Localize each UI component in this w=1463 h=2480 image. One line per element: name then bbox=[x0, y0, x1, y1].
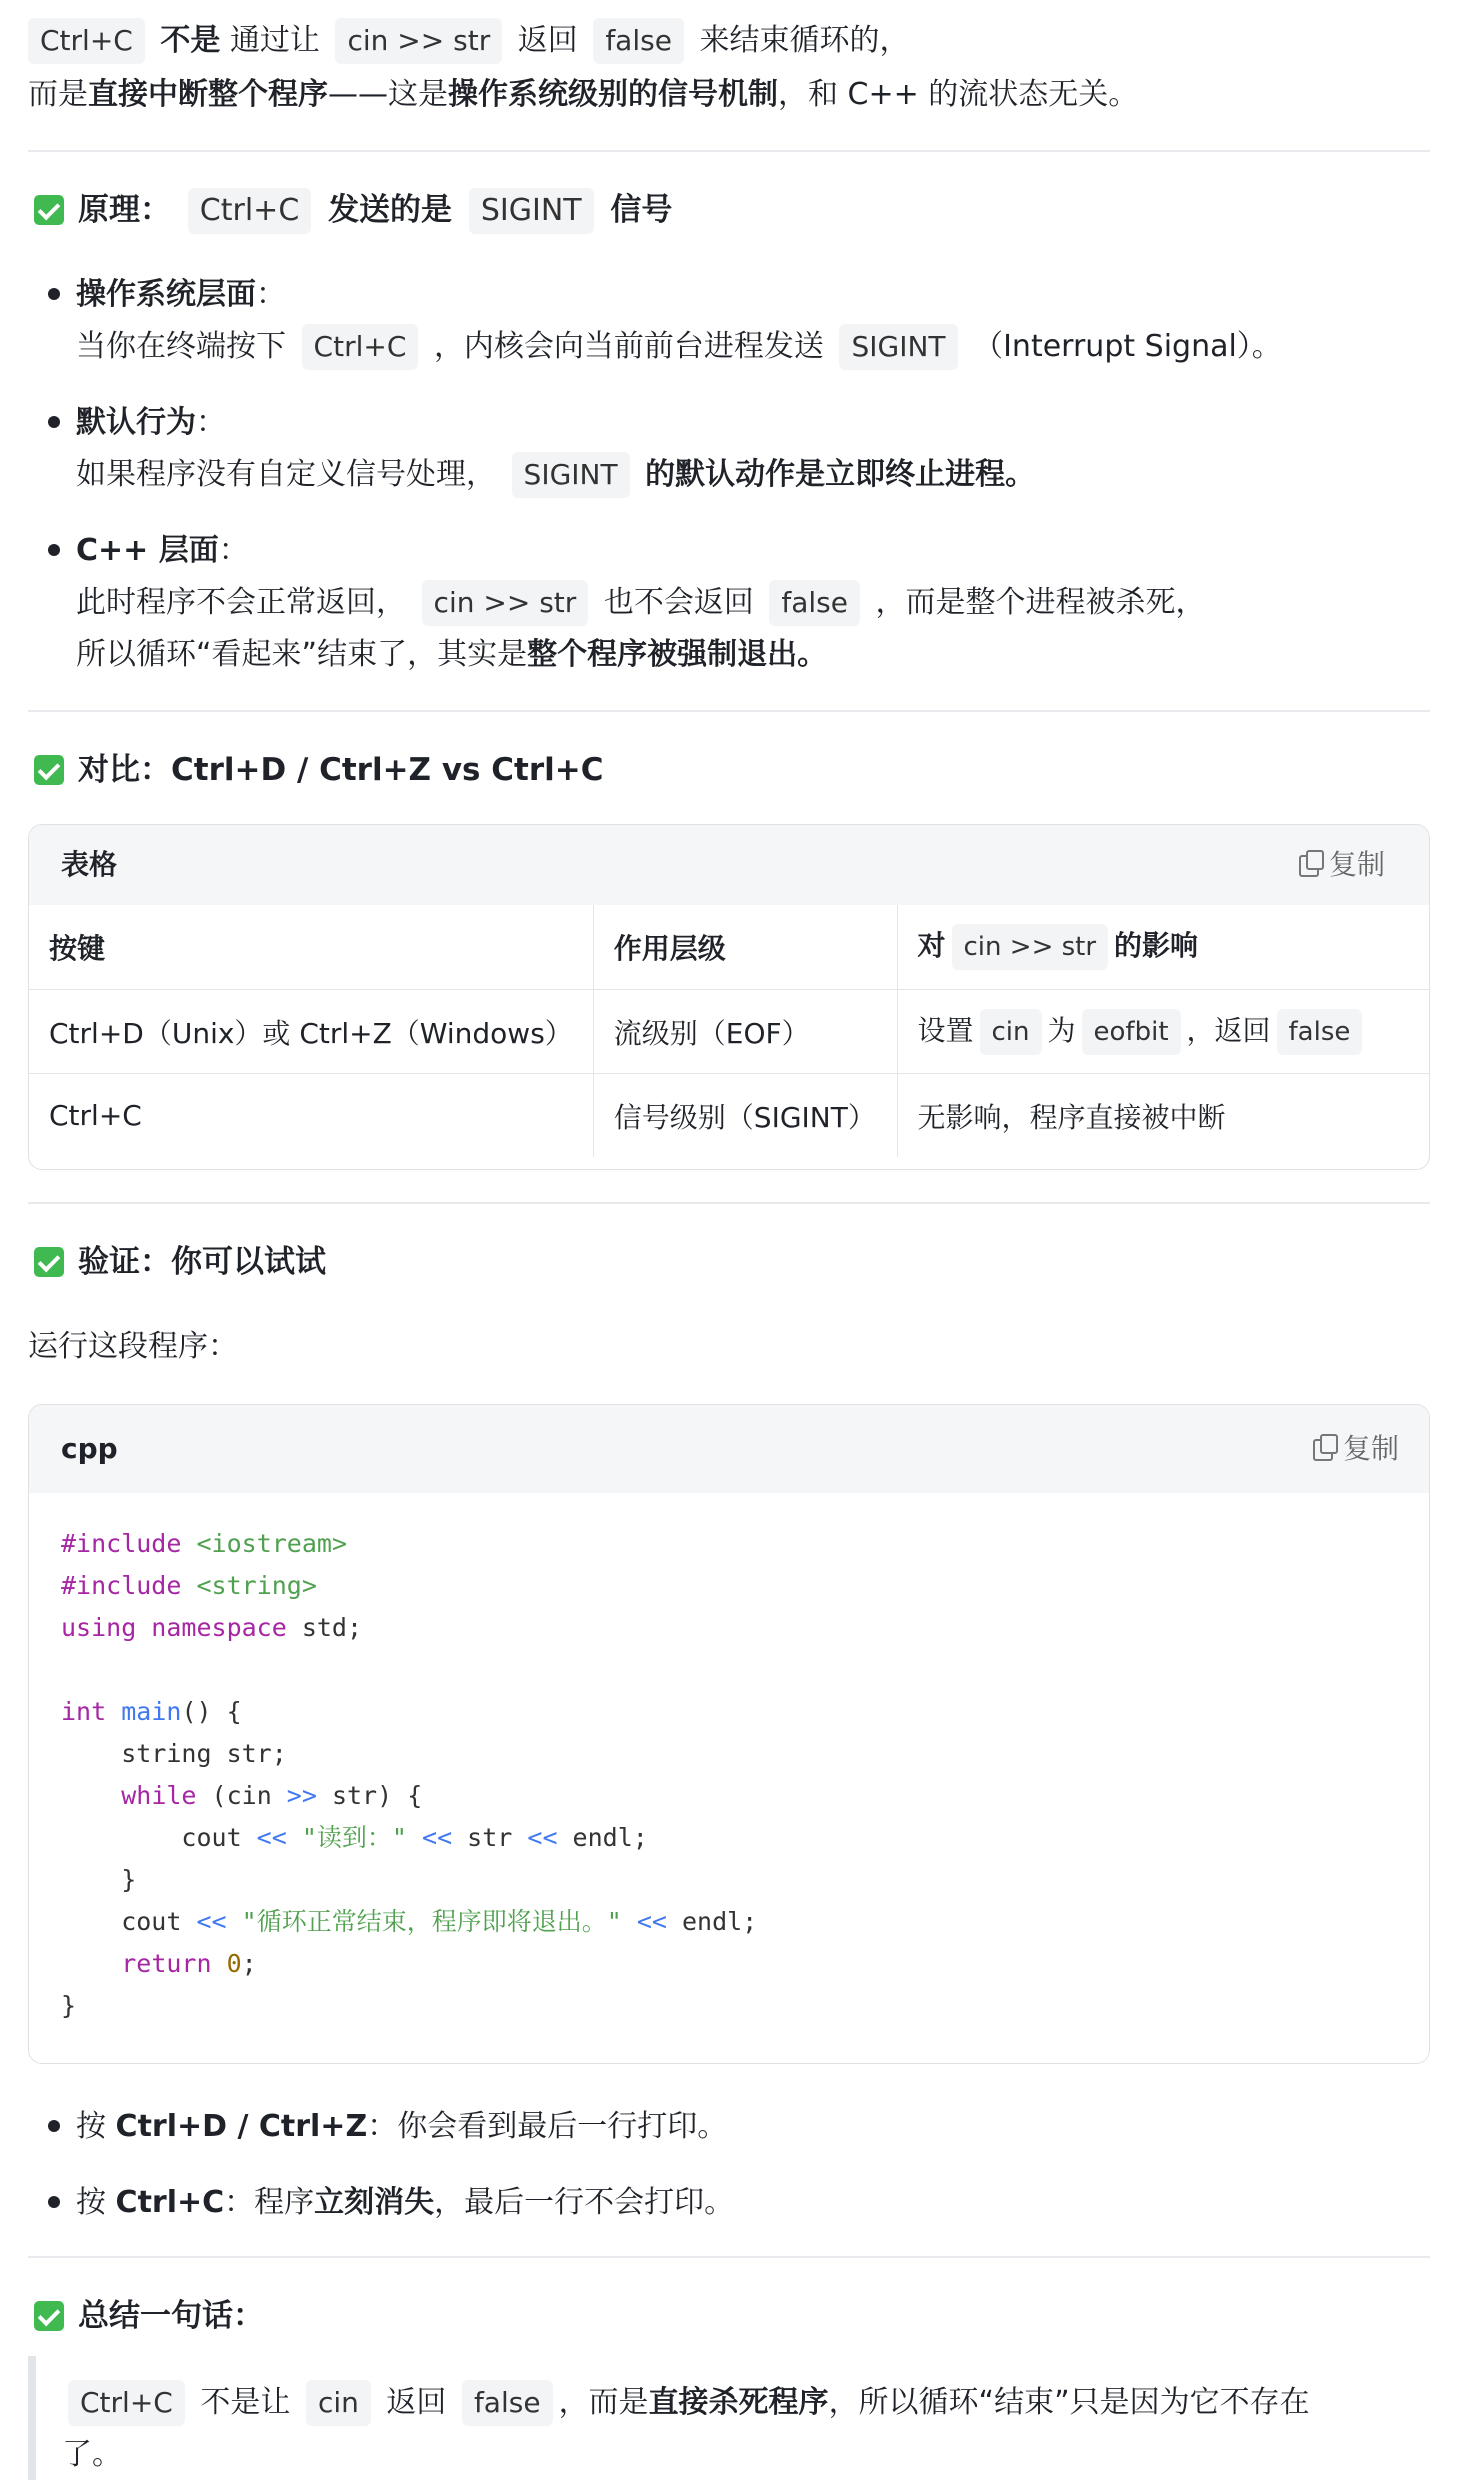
code-token: std; bbox=[286, 1613, 363, 1642]
text: ： bbox=[218, 533, 249, 568]
table-row bbox=[29, 1074, 1429, 1158]
column-header: 按键 bbox=[29, 905, 593, 990]
code-token: << bbox=[527, 1823, 558, 1852]
inline-code: Ctrl+C bbox=[188, 188, 311, 234]
bullet-dot bbox=[48, 2120, 60, 2132]
heading-text: 原理： bbox=[78, 192, 171, 228]
text: （Interrupt Signal）。 bbox=[973, 329, 1282, 364]
inline-code: cin bbox=[980, 1009, 1042, 1055]
code-token: () { bbox=[181, 1697, 242, 1726]
copy-icon bbox=[1299, 855, 1319, 877]
text: 对 bbox=[917, 929, 946, 962]
check-icon bbox=[34, 1247, 64, 1277]
bullet-dot bbox=[48, 416, 60, 428]
inline-code: Ctrl+C bbox=[302, 324, 419, 370]
heading-text: 信号 bbox=[610, 192, 673, 228]
check-icon bbox=[34, 195, 64, 225]
bold-text: 操作系统层面 bbox=[76, 277, 256, 312]
code-language: cpp bbox=[61, 1432, 118, 1465]
code-token: endl; bbox=[557, 1823, 648, 1852]
bullet-item bbox=[76, 2178, 734, 2228]
bold-text: Ctrl+C bbox=[115, 2185, 225, 2220]
text: ——这是 bbox=[328, 77, 448, 112]
bullet-body bbox=[76, 578, 1206, 628]
inline-code: cin >> str bbox=[422, 580, 589, 626]
code-token: int bbox=[61, 1697, 107, 1726]
bold-text: 直接中断整个程序 bbox=[88, 77, 328, 112]
code-token: <string> bbox=[196, 1571, 317, 1600]
copy-icon bbox=[1313, 1439, 1333, 1461]
paragraph: 运行这段程序： bbox=[28, 1329, 238, 1364]
table-header-bar bbox=[29, 825, 1429, 905]
table-cell: 无影响，程序直接被中断 bbox=[917, 1100, 1226, 1134]
text: 而是 bbox=[28, 77, 88, 112]
bold-text: 整个程序被强制退出。 bbox=[527, 637, 828, 672]
code-content bbox=[61, 1523, 757, 2027]
code-token: #include bbox=[61, 1529, 182, 1558]
heading-text: 对比：Ctrl+D / Ctrl+Z vs Ctrl+C bbox=[78, 752, 604, 788]
bold-text: Ctrl+D / Ctrl+Z bbox=[115, 2109, 368, 2144]
blockquote-bar bbox=[28, 2356, 36, 2480]
text: ：程序 bbox=[224, 2185, 315, 2220]
text: 来结束循环的， bbox=[699, 23, 910, 58]
inline-code: Ctrl+C bbox=[28, 18, 145, 64]
code-token: } bbox=[61, 1865, 137, 1894]
inline-code: Ctrl+C bbox=[68, 2380, 185, 2426]
check-icon bbox=[34, 2301, 64, 2331]
text: 按 bbox=[76, 2109, 116, 2144]
code-token: <iostream> bbox=[196, 1529, 347, 1558]
text: 如果程序没有自定义信号处理， bbox=[76, 457, 496, 492]
copy-label: 复制 bbox=[1328, 848, 1385, 881]
intro-line-1 bbox=[28, 16, 909, 66]
code-token: cout bbox=[61, 1907, 197, 1936]
code-token: main bbox=[121, 1697, 182, 1726]
code-token: (cin bbox=[196, 1781, 287, 1810]
bullet-title bbox=[76, 398, 226, 448]
text: 的影响 bbox=[1114, 929, 1199, 962]
bold-text: 的默认动作是立即终止进程。 bbox=[645, 457, 1036, 492]
inline-code: false bbox=[462, 2380, 553, 2426]
inline-code: SIGINT bbox=[839, 324, 957, 370]
code-token: while bbox=[121, 1781, 197, 1810]
code-token: using namespace bbox=[61, 1613, 287, 1642]
bold-text: 立刻消失 bbox=[314, 2185, 435, 2220]
bold-text: 默认行为 bbox=[76, 405, 196, 440]
text: 不是让 bbox=[200, 2385, 291, 2420]
heading-text: 发送的是 bbox=[328, 192, 453, 228]
code-token: "读到：" bbox=[301, 1823, 407, 1852]
table-row bbox=[29, 990, 1429, 1074]
copy-label: 复制 bbox=[1342, 1432, 1399, 1465]
text: 也不会返回 bbox=[603, 585, 754, 620]
bullet-title bbox=[76, 270, 286, 320]
inline-code: cin >> str bbox=[952, 924, 1109, 970]
text: ，返回 bbox=[1186, 1013, 1271, 1047]
text: ，所以循环“结束”只是因为它不存在 bbox=[828, 2385, 1310, 2420]
text: 通过让 bbox=[229, 23, 320, 58]
code-header-bar bbox=[29, 1405, 1429, 1493]
text: 返回 bbox=[517, 23, 578, 58]
inline-code: false bbox=[769, 580, 860, 626]
bold-text: 操作系统级别的信号机制 bbox=[448, 77, 778, 112]
code-token: << bbox=[196, 1907, 227, 1936]
code-token: cout bbox=[61, 1823, 257, 1852]
section-heading-verify bbox=[34, 1236, 326, 1288]
bold-text: C++ 层面 bbox=[76, 533, 219, 568]
code-token: << bbox=[636, 1907, 667, 1936]
text: ，而是整个进程被杀死， bbox=[875, 585, 1206, 620]
code-token: string str; bbox=[61, 1739, 287, 1768]
divider bbox=[28, 1202, 1430, 1204]
bullet-title bbox=[76, 526, 249, 576]
table-cell: Ctrl+C bbox=[29, 1074, 593, 1158]
text: ，和 C++ 的流状态无关。 bbox=[778, 77, 1139, 112]
section-heading-principle bbox=[34, 184, 672, 236]
code-token: << bbox=[422, 1823, 453, 1852]
code-token: 0 bbox=[226, 1949, 242, 1978]
code-token: endl; bbox=[666, 1907, 758, 1936]
inline-code: eofbit bbox=[1082, 1009, 1181, 1055]
bullet-body bbox=[76, 630, 827, 680]
inline-code: false bbox=[1277, 1009, 1363, 1055]
table-cell: 流级别（EOF） bbox=[593, 990, 897, 1074]
bold-text: 直接杀死程序 bbox=[648, 2385, 829, 2420]
inline-code: SIGINT bbox=[469, 188, 594, 234]
blockquote-line bbox=[62, 2430, 122, 2480]
bullet-item bbox=[76, 2102, 727, 2152]
table-cell: Ctrl+D（Unix）或 Ctrl+Z（Windows） bbox=[29, 990, 593, 1074]
table-header-row bbox=[29, 905, 1429, 990]
bullet-body bbox=[76, 450, 1035, 500]
table-cell bbox=[897, 990, 1429, 1074]
column-header: 作用层级 bbox=[593, 905, 897, 990]
copy-code-button[interactable] bbox=[1313, 1425, 1399, 1473]
text: ，而是 bbox=[558, 2385, 649, 2420]
check-icon bbox=[34, 755, 64, 785]
comparison-table-card bbox=[28, 824, 1430, 1170]
comparison-table bbox=[29, 905, 1429, 1157]
text: 此时程序不会正常返回， bbox=[76, 585, 406, 620]
text: 所以循环“看起来”结束了，其实是 bbox=[76, 637, 528, 672]
code-token: return bbox=[121, 1949, 212, 1978]
text: 了。 bbox=[62, 2437, 122, 2472]
code-token: >> bbox=[286, 1781, 317, 1810]
code-token: } bbox=[61, 1991, 77, 2020]
copy-button[interactable] bbox=[1299, 841, 1385, 889]
text: ：你会看到最后一行打印。 bbox=[367, 2109, 728, 2144]
code-token: str) { bbox=[316, 1781, 423, 1810]
heading-text: 总结一句话： bbox=[78, 2298, 264, 2334]
section-heading-compare bbox=[34, 744, 604, 796]
section-heading-summary bbox=[34, 2290, 264, 2342]
text: ，最后一行不会打印。 bbox=[434, 2185, 735, 2220]
code-block bbox=[28, 1404, 1430, 2064]
inline-code: SIGINT bbox=[512, 452, 630, 498]
text: 按 bbox=[76, 2185, 116, 2220]
text: ： bbox=[256, 277, 286, 312]
intro-line-2 bbox=[28, 70, 1138, 120]
inline-code: false bbox=[593, 18, 684, 64]
text: 设置 bbox=[917, 1013, 974, 1047]
inline-code: cin bbox=[306, 2380, 371, 2426]
bold-text: 不是 bbox=[160, 23, 221, 58]
divider bbox=[28, 710, 1430, 712]
bullet-body bbox=[76, 322, 1282, 372]
divider bbox=[28, 150, 1430, 152]
divider bbox=[28, 2256, 1430, 2258]
bullet-dot bbox=[48, 544, 60, 556]
code-token: #include bbox=[61, 1571, 182, 1600]
code-token: ; bbox=[241, 1949, 257, 1978]
code-token: << bbox=[256, 1823, 287, 1852]
text: ，内核会向当前前台进程发送 bbox=[433, 329, 824, 364]
text: 返回 bbox=[386, 2385, 447, 2420]
inline-code: cin >> str bbox=[335, 18, 502, 64]
code-token: str bbox=[452, 1823, 528, 1852]
text: 为 bbox=[1047, 1013, 1076, 1047]
blockquote-line bbox=[62, 2378, 1310, 2428]
bullet-dot bbox=[48, 2196, 60, 2208]
table-title: 表格 bbox=[61, 848, 118, 881]
code-token: "循环正常结束，程序即将退出。" bbox=[241, 1907, 622, 1936]
bullet-dot bbox=[48, 288, 60, 300]
text: 当你在终端按下 bbox=[76, 329, 286, 364]
heading-text: 验证：你可以试试 bbox=[78, 1244, 326, 1280]
text: ： bbox=[196, 405, 226, 440]
table-cell: 信号级别（SIGINT） bbox=[593, 1074, 897, 1158]
column-header bbox=[897, 905, 1429, 990]
